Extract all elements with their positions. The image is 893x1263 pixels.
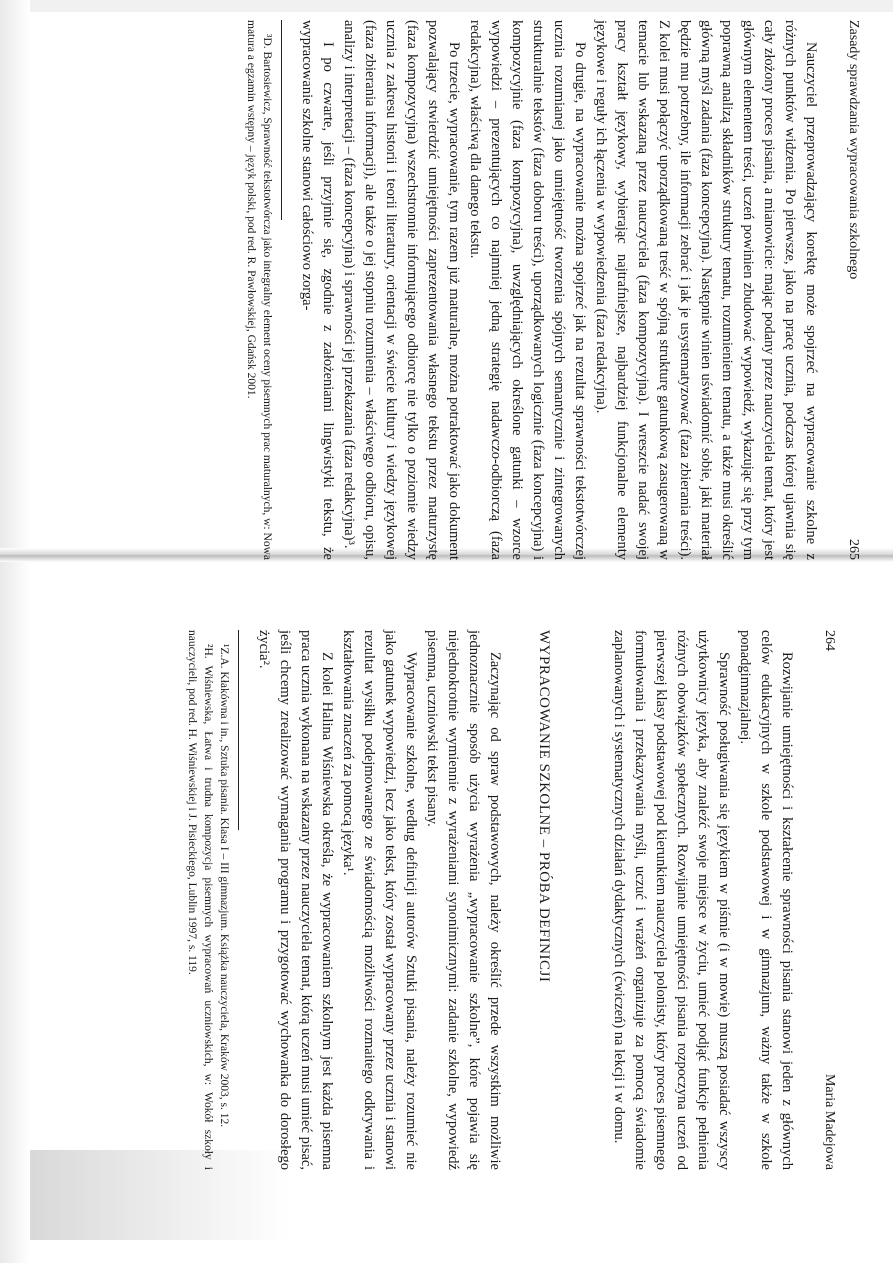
paragraph: Wypracowanie szkolne, według definicji autorów Sztuki pisania, należy rozumieć nie jako gatunek wypowiedzi, lecz jako tekst, który został wypracowany przez ucznia i stanowi rezultat wysiłku podejmowanego ze świadomością możliwości rozmaitego odkrywania i kształtowania znaczeń za pomocą języka¹. xyxy=(340,630,419,1170)
paragraph: Po drugie, na wypracowanie można spojrzeć jak na rezultat sprawności tekstotwórczej ucznia rozumianej jako umiejętność tworzenia spójnych semantycznie i zintegrowanych strukturalnie tekstów (faza doboru treści), uporządkowanych logicznie (faza koncepcyjna) i kompozycyjnie (faza kompozycyjna), uwzględniających określone gatunki – wzorce wypowiedzi – prezentujących co najmniej jedną strategię nadawczo-odbiorczą (faza redakcyjna), właściwą dla danego tekstu. xyxy=(467,20,588,560)
running-head-title: Zasady sprawdzania wypracowania szkolnego xyxy=(846,20,861,280)
page-number-265: 265 xyxy=(846,539,861,560)
paragraph: Sprawność posługiwania się językiem w piśmie (i w mowie) muszą posiadać wszyscy użytkownicy języka, aby znaleźć swoje miejsce w życiu, umieć podjąć funkcje pełnienia różnych obowiązków społecznych. Rozwijanie umiejętności pisania rozpoczyna uczeń od pierwszej klasy podstawowej pod kierunkiem nauczyciela polonisty, który proces pisemnego formułowania i przekazywania myśli, uczuć i wrażeń organizuje za pomocą świadomie zaplanowanych i systematycznych działań dydaktycznych (ćwiczeń) na lekcji i w domu. xyxy=(611,630,732,1170)
running-head-265 xyxy=(843,20,864,560)
footnote: ³D. Bartosiewicz, Sprawność tekstotwórcza jako integralny element oceny pisemnych prac maturalnych, w: Nowa matura a egzamin wstępny – język polski, pod red. R. Pawłowskiej, Gdańsk 2001. xyxy=(245,20,273,560)
footnote-rule xyxy=(238,630,239,830)
paragraph: I po czwarte, jeśli przyjmie się, zgodnie z założeniami lingwistyki tekstu, że wypracowanie szkolne stanowi całościowo zorga- xyxy=(299,20,336,560)
paragraph: Rozwijanie umiejętności i kształcenie sprawności pisania stanowi jeden z głównych celów edukacyjnych w szkole podstawowej i w gimnazjum, ważny także w szkole ponadgimnazjalnej. xyxy=(737,630,795,1170)
running-head-author: Maria Madejowa xyxy=(822,1073,837,1170)
page-number-264: 264 xyxy=(822,630,837,651)
section-title: WYPRACOWANIE SZKOLNE – PRÓBA DEFINICJI xyxy=(536,630,552,983)
paragraph: Zaczynając od spraw podstawowych, należy określić przede wszystkim możliwie jednoznacznie sposób użycia wyrażenia „wypracowanie szkolne”, które pojawia się niejednokrotnie wymiennie z wyrażeniami synonimicznymi: zadanie szkolne, wypowiedź pisemna, uczniowski tekst pisany. xyxy=(424,630,503,1170)
paragraph: Z kolei Halina Wiśniewska określa, że wypracowaniem szkolnym jest każda pisemna praca ucznia wykonana na wskazany przez nauczyciela temat, którą uczeń musi umieć pisać, jeśli chcemy zrealizować wymagania programu i przygotować wychowanka do dorosłego życia². xyxy=(256,630,335,1170)
footnote: ²H. Wiśniewska, Łatwa i trudna kompozycja pisemnych wypracowań uczniowskich, w: Wokół szkoły i nauczycieli, pod red. H. Wiśniewskiej i J. Pisieckiego, Lublin 1997, s. 119. xyxy=(186,630,214,1170)
page-264 xyxy=(20,620,840,1180)
paragraph: Nauczyciel przeprowadzający korektę może spojrzeć na wypracowanie szkolne z różnych punktów widzenia. Po pierwsze, jako na pracę ucznia, podczas której ujawnia się cały złożony proces pisania, a mianowicie: mając podany przez nauczyciela temat, który jest głównym elementem treści, uczeń powinien zbudować wypowiedź, wykazując się przy tym poprawną analizą składników struktury tematu, rozumieniem tematu, a także musi określić główną myśl zadania (faza koncepcyjna). Następnie winien uświadomić sobie, jaki materiał będzie mu potrzebny, ile informacji zebrać i jak je usystematyzować (faza zbierania treści). Z kolei musi połączyć uporządkowaną treść w spójną strukturę gatunkową zasugerowaną w temacie lub wskazaną przez nauczyciela (faza kompozycyjna). I wreszcie nadać swojej pracy kształt językowy, wybierając najtrafniejsze, najbardziej funkcjonalne elementy językowe i reguły ich łączenia w wypowiedzenia (faza redakcyjna). xyxy=(593,20,819,560)
footnote: ¹Z.A. Kłakówna i in., Sztuka pisania. Klasa I – III gimnazjum. Książka nauczyciela, Kraków 2003, s. 12. xyxy=(218,644,230,1128)
running-head-264 xyxy=(819,630,840,1170)
paragraph: Po trzecie, wypracowanie, tym razem już maturalne, można potraktować jako dokument pozwalający stwierdzić umiejętności zaprezentowania własnego tekstu przez maturzystę (faza kompozycyjna) wszechstronnie informującego odbiorcę nie tylko o poziomie wiedzy ucznia z zakresu historii i teorii literatury, orientacji w świecie kultury i wiedzy językowej (faza zbierania informacji), ale także o jej stopniu rozumienia – właściwego odbioru, opisu, analizy i interpretacji – (faza koncepcyjna) i sprawności jej przekazania (faza redakcyjna)³. xyxy=(341,20,462,560)
footnote-rule xyxy=(281,20,282,220)
page-265 xyxy=(64,10,864,570)
